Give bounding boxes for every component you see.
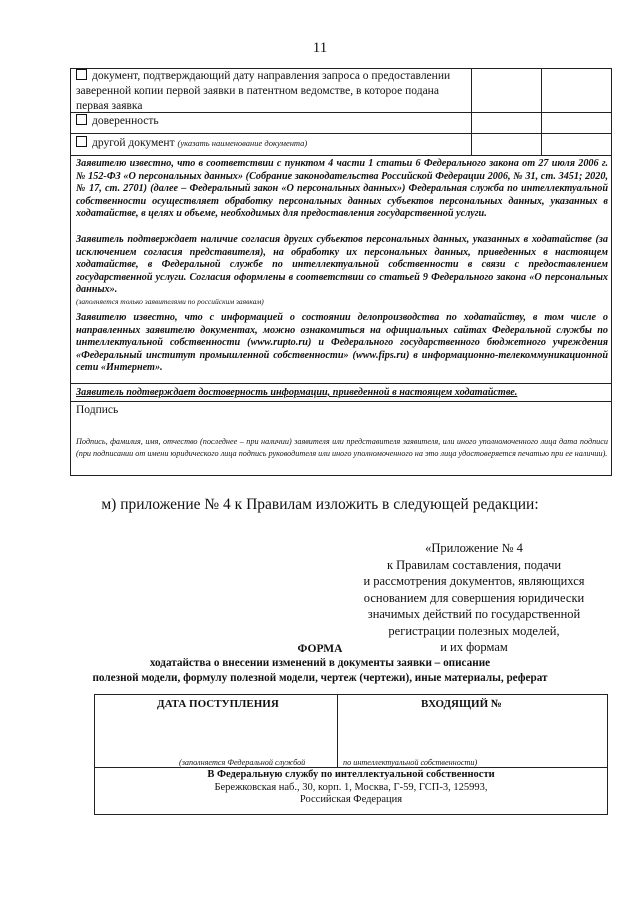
addressee: В Федеральную службу по интеллектуальной собственности bbox=[207, 769, 495, 780]
appendix-line: «Приложение № 4 bbox=[425, 541, 523, 555]
page-number: 11 bbox=[312, 40, 328, 56]
row-divider bbox=[71, 155, 611, 156]
info-paragraph: Заявителю известно, что с информацией о состоянии делопроизводства по ходатайству, в том числе о направленных заявителю документах, можно ознакомиться на официальных сайтах Федеральной службы по интеллектуальной собственности (www.rupto.ru) и Федерального государственного бюджетного учреждения «Федеральный институт промышленной собственности» (www.fips.ru) в информационно-телекоммуникационной сети «Интернет». bbox=[76, 312, 608, 374]
date-received-header: ДАТА ПОСТУПЛЕНИЯ bbox=[157, 698, 279, 710]
column-divider bbox=[337, 695, 338, 767]
appendix-line: значимых действий по государственной bbox=[367, 607, 581, 621]
amendment-line: м) приложение № 4 к Правилам изложить в следующей редакции: bbox=[101, 496, 539, 513]
appendix-line: регистрации полезных моделей, bbox=[388, 623, 560, 638]
document-row bbox=[76, 136, 307, 151]
form-subtitle-line: полезной модели, формулу полезной модели, чертеж (чертежи), иные материалы, реферат bbox=[92, 672, 548, 684]
form-title: ФОРМА bbox=[297, 643, 343, 655]
document-label: доверенность bbox=[92, 115, 159, 127]
document-label: документ, подтверждающий дату направления запроса о предоставлении заверенной копии первой заявки в патентном ведомстве, в которое подана первая заявка bbox=[76, 70, 451, 112]
signature-note: Подпись, фамилия, имя, отчество (последнее – при наличии) заявителя или представителя заявителя, или иного уполномоченного лица дата подписи (при подписании от имени юридического лица подпись руководителя или иного уполномоченного на это лица удостоверяется печатью при ее наличии). bbox=[76, 437, 608, 458]
appendix-line: основанием для совершения юридически bbox=[363, 590, 585, 605]
document-row bbox=[76, 69, 468, 114]
appendix-line: и рассмотрения документов, являющихся bbox=[363, 574, 585, 588]
addressee-block bbox=[95, 769, 607, 807]
row-divider bbox=[95, 767, 607, 768]
form-subtitle-line: ходатайства о внесении изменений в документы заявки – описание bbox=[149, 657, 491, 669]
fill-note: (заполняется Федеральной службой bbox=[179, 758, 306, 767]
country: Российская Федерация bbox=[299, 794, 403, 805]
confirm-paragraph: Заявитель подтверждает достоверность информации, приведенной в настоящем ходатайстве. bbox=[76, 387, 518, 398]
consent-paragraph: Заявителю известно, что в соответствии с пунктом 4 части 1 статьи 6 Федерального закона от 27 июля 2006 г. № 152-ФЗ «О персональных данных» (Собрание законодательства Российской Федерации 2006, № 31, ст. 3451; 2020, № 17, ст. 2701) (далее – Федеральный закон «О персональных данных») Федеральная служба по интеллектуальной собственности осуществляет обработку персональных данных субъектов персональных данных, указанных в ходатайстве, в целях и объеме, необходимых для предоставления государственной услуги. bbox=[76, 158, 608, 220]
row-divider bbox=[71, 133, 611, 134]
appendix-header bbox=[344, 540, 604, 656]
receipt-table bbox=[94, 694, 608, 815]
checkbox[interactable] bbox=[76, 114, 87, 125]
document-hint: (указать наименование документа) bbox=[177, 138, 308, 148]
signature-label: Подпись bbox=[76, 404, 119, 416]
checkbox[interactable] bbox=[76, 69, 87, 80]
appendix-line: к Правилам составления, подачи bbox=[386, 557, 562, 572]
document-label: другой документ bbox=[92, 137, 175, 149]
document-row bbox=[76, 114, 159, 129]
row-divider bbox=[71, 383, 611, 384]
incoming-number-header: ВХОДЯЩИЙ № bbox=[421, 698, 502, 710]
checkbox[interactable] bbox=[76, 136, 87, 147]
consent-paragraph: Заявитель подтверждает наличие согласия других субъектов персональных данных, указанных в ходатайстве (за исключением согласия представителя), на обработку их персональных данных, приведенных в настоящем ходатайстве, в Федеральной службе по интеллектуальной собственности в связи с предоставлением государственной услуги. Согласия оформлены в соответствии со статьей 9 Федерального закона «О персональных данных». bbox=[76, 234, 608, 296]
row-divider bbox=[71, 401, 611, 402]
documents-table bbox=[70, 68, 612, 476]
address: Бережковская наб., 30, корп. 1, Москва, Г-59, ГСП-3, 125993, bbox=[214, 781, 488, 793]
form-subtitle bbox=[0, 656, 640, 686]
consent-note: (заполняется только заявителями по российским заявкам) bbox=[76, 297, 264, 306]
appendix-line: и их формам bbox=[440, 640, 508, 654]
fill-note: по интеллектуальной собственности) bbox=[343, 758, 478, 767]
